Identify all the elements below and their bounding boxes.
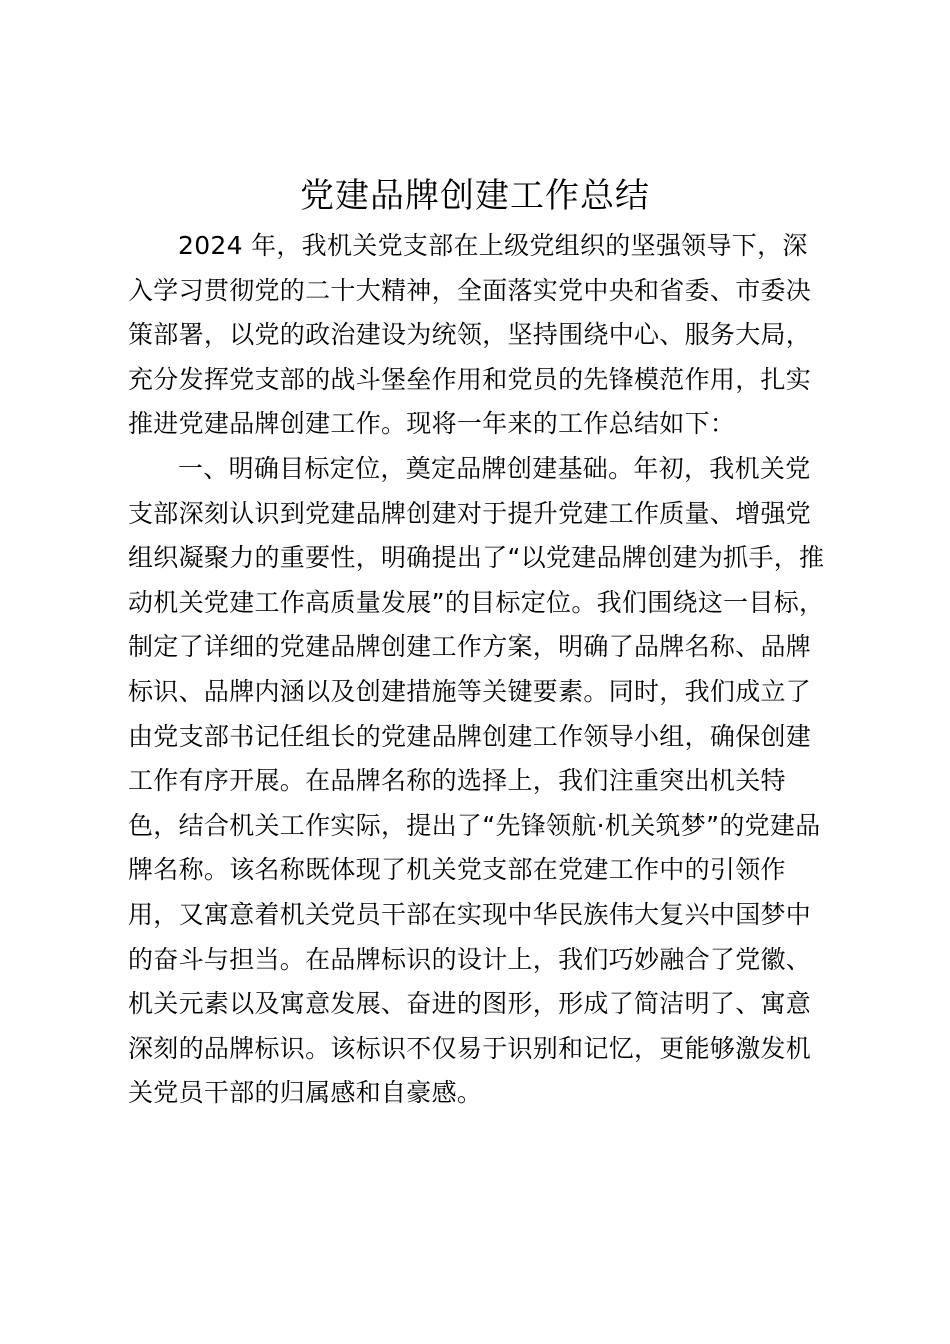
- paragraph-1-line-1: 2024 年，我机关党支部在上级党组织的坚强领导下，深: [178, 231, 808, 260]
- paragraph-2-line-1: 一、明确目标定位，奠定品牌创建基础。年初，我机关党: [178, 453, 811, 483]
- paragraph-1-line-2: 入学习贯彻党的二十大精神，全面落实党中央和省委、市委决: [128, 275, 812, 305]
- paragraph-2-line-11: 用，又寓意着机关党员干部在实现中华民族伟大复兴中国梦中: [128, 899, 812, 929]
- paragraph-2-line-9: 色，结合机关工作实际，提出了“先锋领航·机关筑梦”的党建品: [128, 810, 821, 840]
- document-title: 党建品牌创建工作总结: [300, 176, 650, 216]
- paragraph-1-line-3: 策部署，以党的政治建设为统领，坚持围绕中心、服务大局，: [128, 320, 812, 350]
- paragraph-2-line-3: 组织凝聚力的重要性，明确提出了“以党建品牌创建为抓手，推: [128, 543, 825, 573]
- paragraph-2-line-13: 机关元素以及寓意发展、奋进的图形，形成了简洁明了、寓意: [128, 989, 812, 1019]
- paragraph-1-line-4: 充分发挥党支部的战斗堡垒作用和党员的先锋模范作用，扎实: [128, 364, 812, 394]
- paragraph-2-line-15: 关党员干部的归属感和自豪感。: [128, 1078, 483, 1108]
- paragraph-1-line-5: 推进党建品牌创建工作。现将一年来的工作总结如下：: [128, 409, 736, 439]
- paragraph-2-line-6: 标识、品牌内涵以及创建措施等关键要素。同时，我们成立了: [128, 676, 812, 706]
- paragraph-2-line-7: 由党支部书记任组长的党建品牌创建工作领导小组，确保创建: [128, 721, 812, 751]
- paragraph-2-line-5: 制定了详细的党建品牌创建工作方案，明确了品牌名称、品牌: [128, 632, 812, 662]
- paragraph-2-line-4: 动机关党建工作高质量发展”的目标定位。我们围绕这一目标，: [128, 587, 825, 617]
- paragraph-2-line-14: 深刻的品牌标识。该标识不仅易于识别和记忆，更能够激发机: [128, 1033, 812, 1063]
- paragraph-2-line-2: 支部深刻认识到党建品牌创建对于提升党建工作质量、增强党: [128, 498, 812, 528]
- paragraph-2-line-12: 的奋斗与担当。在品牌标识的设计上，我们巧妙融合了党徽、: [128, 944, 812, 974]
- document-body: [128, 224, 848, 1116]
- paragraph-2-line-10: 牌名称。该名称既体现了机关党支部在党建工作中的引领作: [128, 855, 786, 885]
- paragraph-2-line-8: 工作有序开展。在品牌名称的选择上，我们注重突出机关特: [128, 766, 786, 796]
